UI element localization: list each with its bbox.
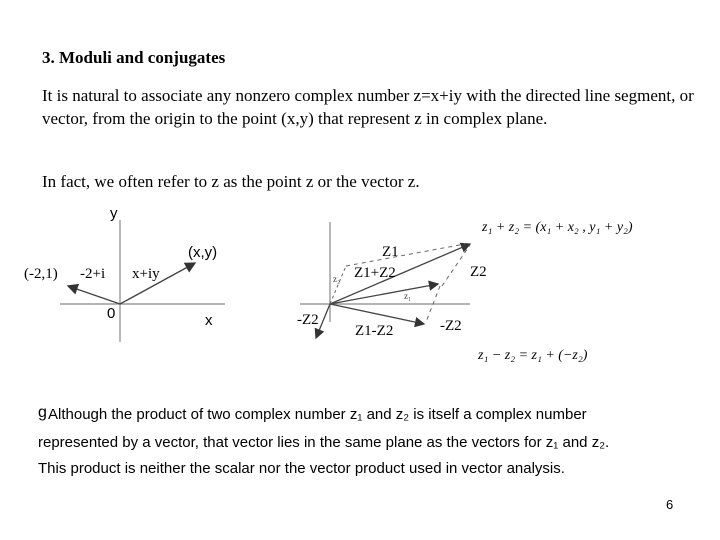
neg-z2-label: -Z2 [297, 312, 319, 328]
vector-xiy-label: x+iy [132, 266, 160, 282]
z1-small-label: z₁ [404, 291, 412, 301]
point-vector-paragraph: In fact, we often refer to z as the point z or the vector z. [42, 172, 420, 191]
paragraph-marker: g [38, 404, 47, 421]
point-minus2-1-label: (-2,1) [24, 266, 58, 282]
vector-minus2-i-label: -2+i [80, 266, 106, 282]
product-paragraph-line3: This product is neither the scalar nor the vector product used in vector analysis. [38, 460, 565, 477]
origin-label: 0 [107, 305, 116, 322]
section-heading: 3. Moduli and conjugates [42, 48, 226, 67]
page-number: 6 [666, 497, 674, 512]
z1-minus-z2-label: Z1-Z2 [355, 323, 394, 339]
z2-label: Z2 [470, 264, 487, 280]
vector-z1-minus-z2 [330, 304, 424, 324]
z2-small-label: z₂ [333, 274, 341, 284]
left-x-label: x [205, 312, 213, 329]
left-y-label: y [110, 205, 118, 222]
vector-minus-2-plus-i [68, 286, 120, 304]
z1-label: Z1 [382, 244, 399, 260]
z1-plus-z2-label: Z1+Z2 [354, 265, 396, 281]
diff-formula: z₁ − z₂ = z₁ + (−z₂) [478, 348, 588, 363]
product-paragraph-line1: Although the product of two complex number z₁ and z₂ is itself a complex number [48, 406, 587, 423]
vector-z1 [330, 284, 438, 304]
vector-z1-plus-z2 [330, 244, 470, 304]
intro-paragraph: It is natural to associate any nonzero complex number z=x+iy with the directed line segment, or vector, from the origin to the point (x,y) that represent z in complex plane. [42, 86, 694, 128]
product-paragraph-line2: represented by a vector, that vector lies in the same plane as the vectors for z₁ and z₂. [38, 434, 610, 451]
point-xy-label: (x,y) [188, 244, 218, 261]
vector-z1-dashed [346, 244, 465, 266]
vector-z2-translated [442, 245, 470, 286]
sum-formula: z₁ + z₂ = (x₁ + x₂ , y₁ + y₂) [482, 220, 633, 235]
neg-z2-right-label: -Z2 [440, 318, 462, 334]
